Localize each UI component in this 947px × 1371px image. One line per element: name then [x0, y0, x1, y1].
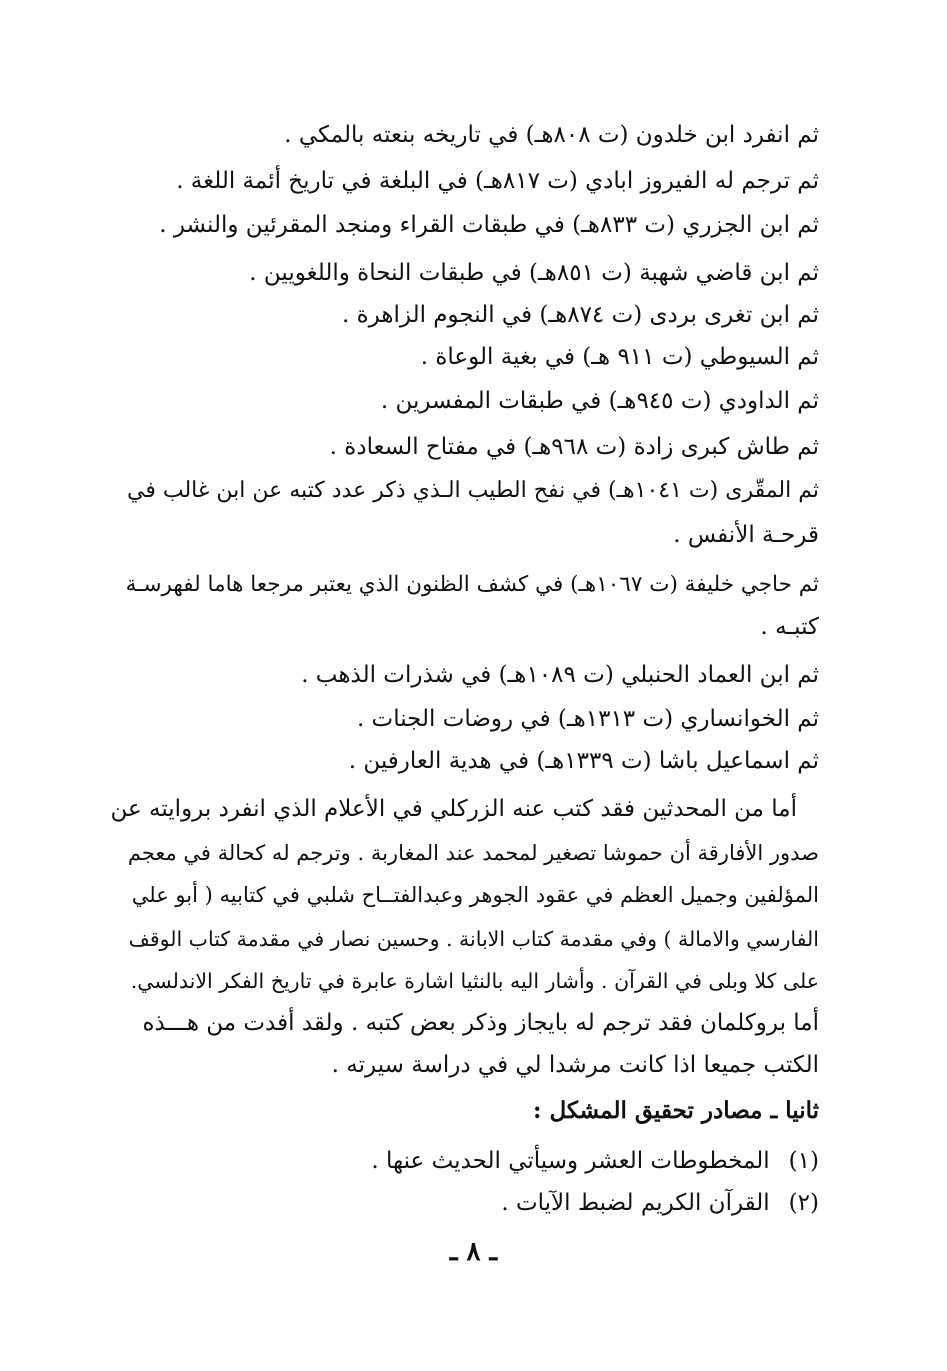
source-line: ثم اسماعيل باشا (ت ١٣٣٩هـ) في هدية العارفين . [348, 748, 819, 774]
paragraph-line: الكتب جميعا اذا كانت مرشدا لي في دراسة سيرته . [331, 1052, 819, 1078]
item-number: (١) [788, 1148, 819, 1174]
paragraph-line: أما من المحدثين فقد كتب عنه الزركلي في الأعلام الذي انفرد بروايته عن [110, 796, 797, 822]
source-line: ثم المقّرى (ت ١٠٤١هـ) في نفح الطيب الـذي ذكر عدد كتبه عن ابن غالب في [127, 478, 819, 503]
source-line: ثم طاش كبرى زادة (ت ٩٦٨هـ) في مفتاح السعادة . [329, 434, 819, 460]
numbered-item [501, 1188, 819, 1218]
source-line: ثم الداودي (ت ٩٤٥هـ) في طبقات المفسرين . [380, 388, 819, 414]
page-number: ـ ٨ ـ [449, 1237, 498, 1267]
item-number: (٢) [788, 1190, 819, 1216]
numbered-item [371, 1146, 819, 1176]
source-line: ثم السيوطي (ت ٩١١ هـ) في بغية الوعاة . [420, 344, 819, 370]
source-line: ثم ترجم له الفيروز ابادي (ت ٨١٧هـ) في البلغة في تاريخ أئمة اللغة . [176, 168, 819, 194]
source-line: ثم ابن العماد الحنبلي (ت ١٠٨٩هـ) في شذرات الذهب . [301, 662, 819, 688]
source-line: قرحـة الأنفس . [673, 522, 819, 548]
item-text: المخطوطات العشر وسيأتي الحديث عنها . [371, 1148, 770, 1174]
source-line: ثم الخوانساري (ت ١٣١٣هـ) في روضات الجنات . [356, 706, 819, 732]
paragraph-line: صدور الأفارقة أن حموشا تصغير لمحمد عند المغاربة . وترجم له كحالة في معجم [127, 841, 819, 865]
paragraph-line: على كلا وبلى في القرآن . وأشار اليه بالنثيا اشارة عابرة في تاريخ الفكر الاندلسي. [130, 969, 819, 993]
paragraph-line: أما بروكلمان فقد ترجم له بايجاز وذكر بعض كتبه . ولقد أفدت من هـــذه [142, 1010, 819, 1036]
paragraph-line: المؤلفين وجميل العظم في عقود الجوهر وعبدالفتــاح شلبي في كتابيه ( أبو علي [131, 883, 819, 907]
source-line: ثم ابن الجزري (ت ٨٣٣هـ) في طبقات القراء ومنجد المقرئين والنشر . [159, 212, 819, 238]
source-line: ثم ابن قاضي شهبة (ت ٨٥١هـ) في طبقات النحاة واللغويين . [249, 260, 819, 286]
source-line: ثم حاجي خليفة (ت ١٠٦٧هـ) في كشف الظنون الذي يعتبر مرجعا هاما لفهرسـة [125, 572, 819, 597]
source-line: ثم انفرد ابن خلدون (ت ٨٠٨هـ) في تاريخه بنعته بالمكي . [284, 122, 819, 148]
source-line: كتبـه . [760, 614, 819, 640]
paragraph-line: الفارسي والامالة ) وفي مقدمة كتاب الابانة . وحسين نصار في مقدمة كتاب الوقف [128, 927, 819, 951]
section-heading: ثانيا ـ مصادر تحقيق المشكل : [533, 1097, 819, 1124]
source-line: ثم ابن تغرى بردى (ت ٨٧٤هـ) في النجوم الزاهرة . [342, 302, 819, 328]
item-text: القرآن الكريم لضبط الآيات . [501, 1190, 770, 1216]
